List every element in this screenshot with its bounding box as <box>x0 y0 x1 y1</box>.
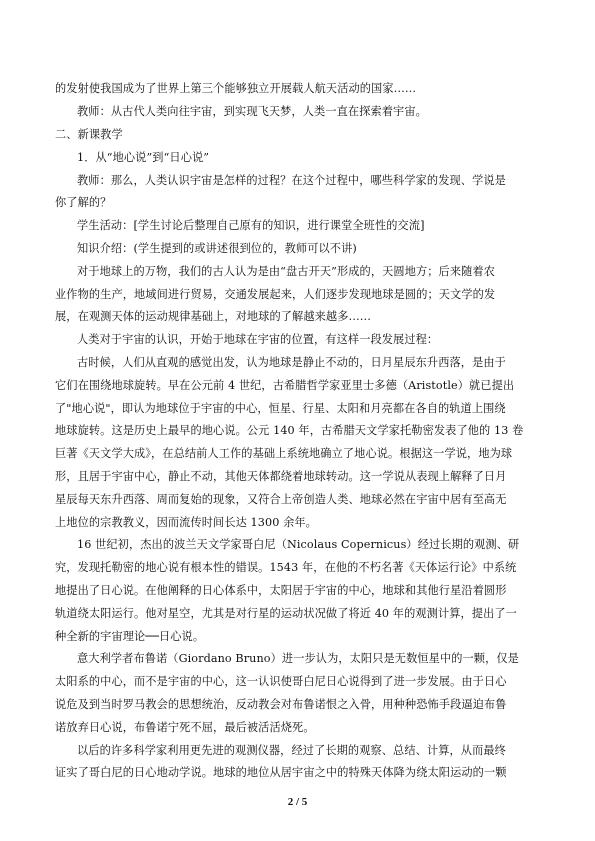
text-line: 上地位的宗教教义，因而流传时间长达 1300 余年。 <box>55 516 317 529</box>
text-line: 古时候，人们从直观的感觉出发，认为地球是静止不动的，日月星辰东升西落，是由于 <box>77 356 506 369</box>
page-number: 2 / 5 <box>287 796 308 808</box>
text-line: 究，发现托勒密的地心说有根本性的错误。1543 年，在他的不朽名著《天体运行论》中系统 <box>55 561 517 574</box>
text-line: 巨著《天文学大成》，在总结前人工作的基础上系统地确立了地心说。根据这一学说，地为球 <box>55 447 513 460</box>
text-line: 了"地心说"，即认为地球位于宇宙的中心，恒星、行星、太阳和月亮都在各自的轨道上围绕 <box>55 402 506 415</box>
text-line: 它们在围绕地球旋转。早在公元前 4 世纪，古希腊哲学家亚里士多德（Aristotle）就已提出 <box>55 379 515 392</box>
text-line: 的发射使我国成为了世界上第三个能够独立开展载人航天活动的国家…… <box>55 82 417 95</box>
text-line: 业作物的生产，地域间进行贸易，交通发展起来，人们逐步发现地球是圆的；天文学的发 <box>55 288 496 301</box>
text-line: 你了解的？ <box>55 196 112 209</box>
text-line: 二、新课教学 <box>55 128 123 141</box>
text-line: 太阳系的中心，而不是宇宙的中心，这一认识使哥白尼日心说得到了进一步发展。由于日心 <box>55 675 507 688</box>
text-line: 地提出了日心说。在他阐释的日心体系中，太阳居于宇宙的中心，地球和其他行星沿着圆形 <box>55 584 507 597</box>
text-line: 1．从“地心说”到“日心说” <box>77 151 210 164</box>
text-line: 16 世纪初，杰出的波兰天文学家哥白尼（Nicolaus Copernicus）经过长期的观测、研 <box>77 538 520 551</box>
text-line: 轨道绕太阳运行。他对星空，尤其是对行星的运动状况做了将近 40 年的观测计算，提出了一 <box>55 607 517 620</box>
text-line: 教师：那么，人类认识宇宙是怎样的过程？在这个过程中，哪些科学家的发现、学说是 <box>77 174 506 187</box>
text-line: 种全新的宇宙理论──日心说。 <box>55 630 205 643</box>
text-line: 人类对于宇宙的认识，开始于地球在宇宙的位置，有这样一段发展过程： <box>77 333 439 346</box>
text-line: 学生活动：[学生讨论后整理自己原有的知识，进行课堂全班性的交流] <box>77 219 425 232</box>
text-line: 诺放弃日心说，布鲁诺宁死不屈，最后被活活烧死。 <box>55 721 315 734</box>
text-line: 知识介绍：(学生提到的或讲述很到位的，教师可以不讲) <box>77 242 357 255</box>
text-line: 教师：从古代人类向往宇宙，到实现飞天梦，人类一直在探索着宇宙。 <box>77 105 427 118</box>
text-line: 地球旋转。这是历史上最早的地心说。公元 140 年，古希腊天文学家托勒密发表了他的 13 卷 <box>55 424 524 437</box>
text-line: 证实了哥白尼的日心地动学说。地球的地位从居宇宙之中的特殊天体降为绕太阳运动的一颗 <box>55 766 507 779</box>
text-line: 以后的许多科学家利用更先进的观测仪器，经过了长期的观察、总结、计算，从而最终 <box>77 744 506 757</box>
text-line: 说危及到当时罗马教会的思想统治，反动教会对布鲁诺恨之入骨，用种种恐怖手段逼迫布鲁 <box>55 698 507 711</box>
text-line: 形，且居于宇宙中心，静止不动，其他天体都绕着地球转动。这一学说从表现上解释了日月 <box>55 470 507 483</box>
text-line: 对于地球上的万物，我们的古人认为是由“盘古开天”形成的，天圆地方；后来随着农 <box>77 265 495 278</box>
text-line: 展，在观测天体的运动规律基础上，对地球的了解越来越多…… <box>55 310 372 323</box>
text-line: 星辰每天东升西落、周而复始的现象，又符合上帝创造人类、地球必然在宇宙中居有至高无 <box>55 493 507 506</box>
text-line: 意大利学者布鲁诺（Giordano Bruno）进一步认为，太阳只是无数恒星中的一颗，仅是 <box>77 652 519 665</box>
